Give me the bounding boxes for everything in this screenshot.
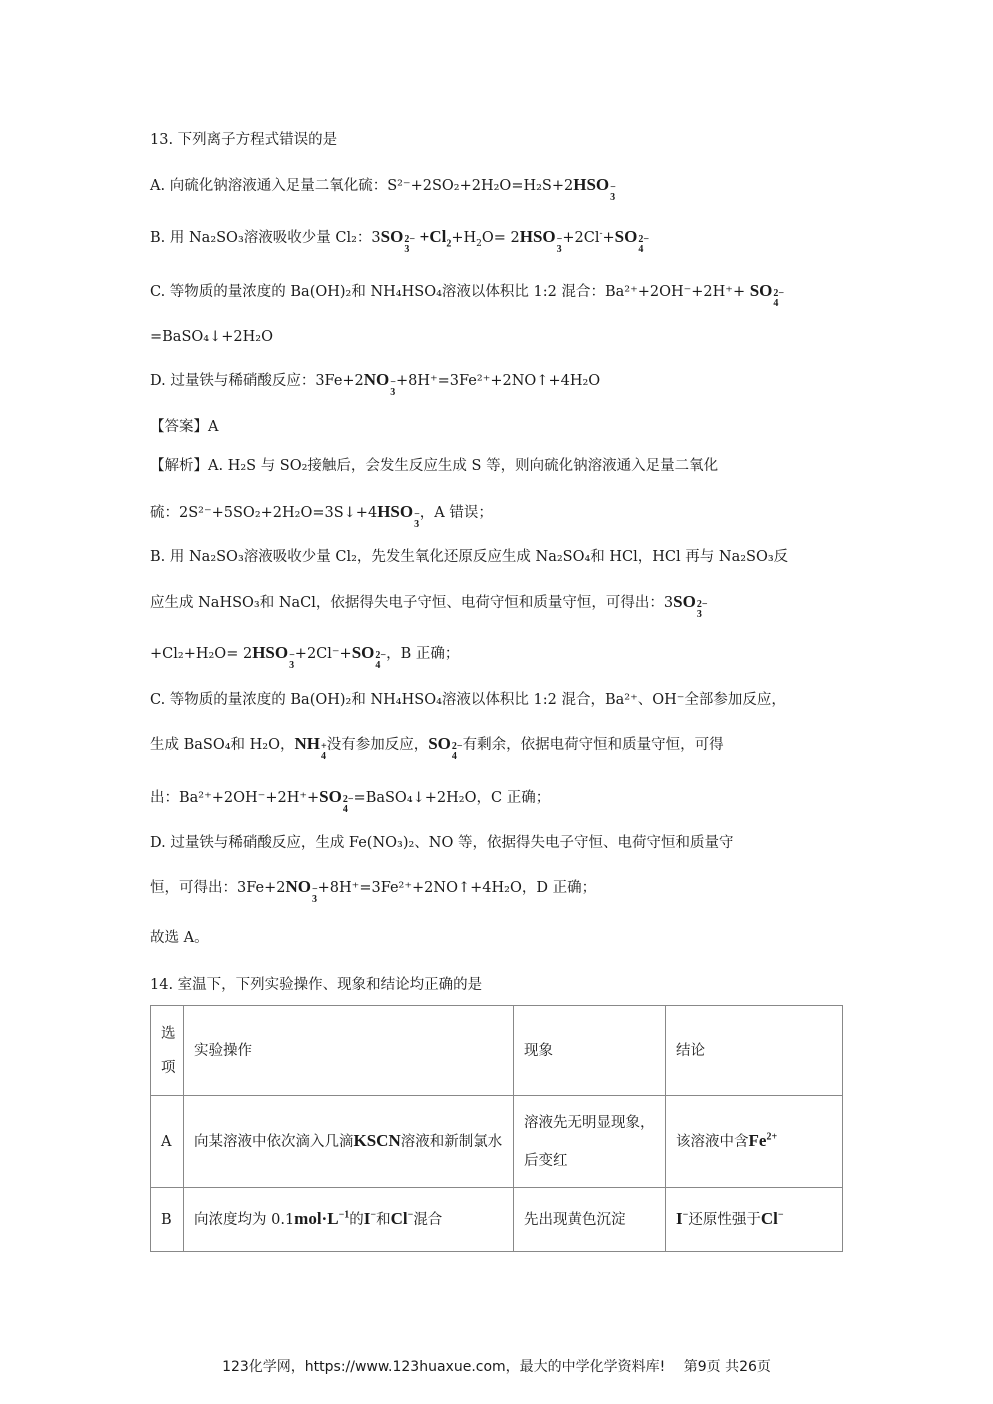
operation-text: 向浓度均为 0.1 <box>194 1212 295 1228</box>
analysis-line-9: D. 过量铁与稀硝酸反应，生成 Fe(NO₃)₂、NO 等，依据得失电子守恒、电荷守恒和质量守 <box>150 835 734 851</box>
row-option: A <box>151 1096 184 1188</box>
q13-option-b: B. 用 Na₂SO₃溶液吸收少量 Cl₂：3SO 2− 3 $+Cl_2+H_2O= 2HSO$ − 3 +2Cl-+SO 2− 4 <box>150 227 650 255</box>
kscn-formula: KSCN <box>353 1131 401 1150</box>
so4-ion: SO 2− 4 <box>351 643 387 671</box>
analysis-text: +2Cl⁻+ <box>294 646 352 662</box>
chloride-ion: Cl− <box>390 1209 414 1228</box>
page-footer: 123化学网，https://www.123huaxue.com，最大的中学化学资料库! 第9页 共26页 <box>222 1359 771 1375</box>
analysis-line-3: B. 用 Na₂SO₃溶液吸收少量 Cl₂，先发生氧化还原反应生成 Na₂SO₄和 HCl，HCl 再与 Na₂SO₃反 <box>150 549 789 565</box>
operation-text: 混合 <box>413 1212 443 1228</box>
fe2-ion: $Fe^{2+}$ <box>748 1131 778 1150</box>
analysis-line-5 <box>150 642 850 671</box>
so4-ion: SO 2− 4 <box>614 227 650 255</box>
q13-option-a-text: A. 向硫化钠溶液通入足量二氧化硫：S²⁻+2SO₂+2H₂O=H₂S+2 <box>150 178 574 194</box>
no3-ion: NO − 3 <box>285 877 318 905</box>
answer: 【答案】A <box>150 419 219 435</box>
so3-ion: SO 2− 3 <box>673 592 708 620</box>
q13-option-d-text: D. 过量铁与稀硝酸反应：3Fe+2 <box>150 373 364 389</box>
q13-option-a <box>150 174 850 203</box>
row-phenomenon: 溶液先无明显现象，后变红 <box>514 1096 666 1188</box>
operation-text: 向某溶液中依次滴入几滴 <box>194 1134 354 1150</box>
header-option: 选项 <box>151 1006 184 1096</box>
row-option: B <box>151 1188 184 1252</box>
q14-table <box>150 1005 843 1252</box>
analysis-line-1: 【解析】A. H₂S 与 SO₂接触后，会发生反应生成 S 等，则向硫化钠溶液通入足量二氧化 <box>150 458 719 474</box>
q13-option-c-text: C. 等物质的量浓度的 Ba(OH)₂和 NH₄HSO₄溶液以体积比 1:2 混合：Ba²⁺+2OH⁻+2H⁺+ <box>150 284 750 300</box>
row-conclusion <box>666 1096 843 1188</box>
header-conclusion: 结论 <box>666 1006 843 1096</box>
conclusion-text: 该溶液中含 <box>676 1134 749 1150</box>
row-operation <box>184 1096 514 1188</box>
operation-text: 溶液和新制氯水 <box>400 1134 503 1150</box>
analysis-line-6: C. 等物质的量浓度的 Ba(OH)₂和 NH₄HSO₄溶液以体积比 1:2 混合，Ba²⁺、OH⁻全部参加反应， <box>150 692 786 708</box>
conclusion: 故选 A。 <box>150 930 209 946</box>
iodide-ion: I− <box>676 1209 689 1228</box>
analysis-text: 恒，可得出：3Fe+2 <box>150 880 286 896</box>
analysis-text: ，A 错误； <box>419 505 493 521</box>
analysis-text: 没有参加反应， <box>326 737 429 753</box>
analysis-text: ，B 正确； <box>386 646 460 662</box>
header-operation: 实验操作 <box>184 1006 514 1096</box>
row-phenomenon: 先出现黄色沉淀 <box>514 1188 666 1252</box>
analysis-line-4 <box>150 591 850 620</box>
analysis-text: 硫：2S²⁻+5SO₂+2H₂O=3S↓+4 <box>150 505 378 521</box>
hso3-ion: HSO − 3 <box>252 643 295 671</box>
q13-option-d-tail: +8H⁺=3Fe²⁺+2NO↑+4H₂O <box>395 373 601 389</box>
chloride-ion: Cl− <box>760 1209 784 1228</box>
analysis-line-10 <box>150 876 850 905</box>
row-conclusion <box>666 1188 843 1252</box>
row-operation <box>184 1188 514 1252</box>
q14-stem: 14. 室温下，下列实验操作、现象和结论均正确的是 <box>150 977 483 993</box>
so3-ion: SO 2− 3 <box>380 227 416 255</box>
concentration-unit: $mol\cdot L^{-1}$ <box>294 1209 350 1228</box>
analysis-text: 有剩余，依据电荷守恒和质量守恒，可得 <box>462 737 724 753</box>
header-phenomenon: 现象 <box>514 1006 666 1096</box>
operation-text: 的 <box>349 1212 364 1228</box>
analysis-text: 出：Ba²⁺+2OH⁻+2H⁺+ <box>150 790 320 806</box>
table-header-row <box>151 1006 843 1096</box>
table-row <box>151 1188 843 1252</box>
analysis-text: 应生成 NaHSO₃和 NaCl，依据得失电子守恒、电荷守恒和质量守恒，可得出：3 <box>150 595 674 611</box>
hso3-ion: HSO − 3 <box>519 227 563 255</box>
q13-stem: 13. 下列离子方程式错误的是 <box>150 132 338 148</box>
analysis-text: +8H⁺=3Fe²⁺+2NO↑+4H₂O，D 正确； <box>317 880 597 896</box>
analysis-text: =BaSO₄↓+2H₂O，C 正确； <box>353 790 551 806</box>
q13-option-b-text: B. 用 Na₂SO₃溶液吸收少量 Cl₂：3 <box>150 230 381 246</box>
q13-option-c-cont: =BaSO₄↓+2H₂O <box>150 329 273 345</box>
nh4-ion: NH + 4 <box>294 734 327 762</box>
analysis-line-8 <box>150 786 850 815</box>
analysis-line-7 <box>150 733 850 762</box>
so4-ion: SO 2− 4 <box>428 734 463 762</box>
analysis-text: +Cl₂+H₂O= 2 <box>150 646 253 662</box>
table-row <box>151 1096 843 1188</box>
q13-option-d <box>150 369 850 398</box>
hso3-ion: HSO − 3 <box>377 502 420 530</box>
q13-option-c <box>150 280 850 309</box>
conclusion-text: 还原性强于 <box>688 1212 761 1228</box>
analysis-text: 生成 BaSO₄和 H₂O， <box>150 737 295 753</box>
hso3-ion: HSO − 3 <box>573 175 616 203</box>
so4-ion: SO 2− 4 <box>749 281 785 309</box>
no3-ion: NO − 3 <box>363 370 396 398</box>
operation-text: 和 <box>376 1212 391 1228</box>
so4-ion: SO 2− 4 <box>319 787 354 815</box>
cl2-formula: $+Cl_2$ <box>419 227 452 250</box>
analysis-line-2 <box>150 501 850 530</box>
iodide-ion: I− <box>363 1209 377 1228</box>
